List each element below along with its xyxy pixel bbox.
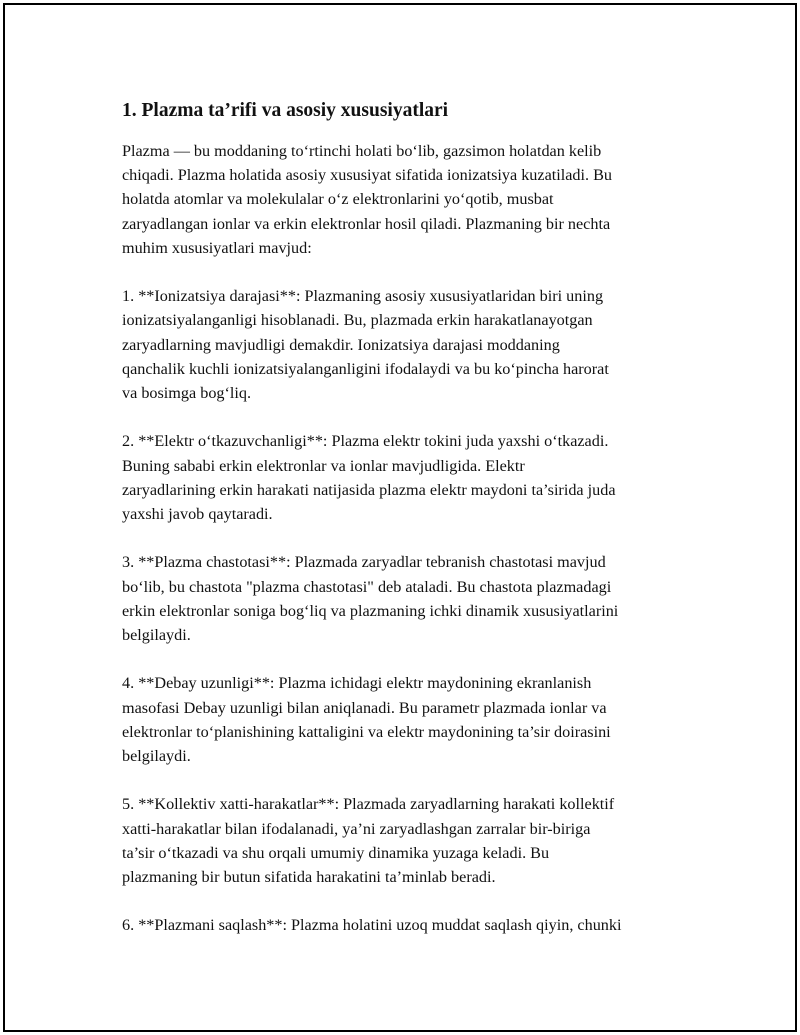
paragraph-line: ionizatsiyalanganligi hisoblanadi. Bu, plazmada erkin harakatlanayotgan [122, 311, 593, 330]
paragraph-line: 5. **Kollektiv xatti-harakatlar**: Plazmada zaryadlarning harakati kollektif [122, 795, 615, 814]
paragraph-line: 6. **Plazmani saqlash**: Plazma holatini uzoq muddat saqlash qiyin, chunki [122, 916, 622, 935]
page-frame [3, 3, 797, 1032]
paragraph-line: holatda atomlar va molekulalar o‘z elektronlarini yo‘qotib, musbat [122, 190, 554, 209]
paragraph-line: zaryadlarning mavjudligi demakdir. Ionizatsiya darajasi moddaning [122, 335, 560, 354]
paragraph-line: yaxshi javob qaytaradi. [122, 505, 273, 524]
paragraph-line: plazmaning bir butun sifatida harakatini ta’minlab beradi. [122, 868, 496, 887]
document-body [122, 97, 712, 962]
paragraph-line: 1. **Ionizatsiya darajasi**: Plazmaning asosiy xususiyatlaridan biri uning [122, 287, 604, 306]
paragraph-line: Buning sababi erkin elektronlar va ionlar mavjudligida. Elektr [122, 456, 525, 475]
list-item-debye-length [122, 671, 712, 768]
paragraph-line: masofasi Debay uzunligi bilan aniqlanadi. Bu parametr plazmada ionlar va [122, 698, 607, 717]
paragraph-line: erkin elektronlar soniga bog‘liq va plazmaning ichki dinamik xususiyatlarini [122, 601, 619, 620]
paragraph-line: 4. **Debay uzunligi**: Plazma ichidagi elektr maydonining ekranlanish [122, 674, 592, 693]
paragraph-line: elektronlar to‘planishining kattaligini va elektr maydonining ta’sir doirasini [122, 722, 611, 741]
paragraph-line: chiqadi. Plazma holatida asosiy xususiyat sifatida ionizatsiya kuzatiladi. Bu [122, 166, 613, 185]
list-item-conductivity [122, 429, 712, 526]
paragraph-line: muhim xususiyatlari mavjud: [122, 238, 312, 257]
paragraph-line: belgilaydi. [122, 747, 191, 766]
intro-paragraph [122, 139, 712, 260]
list-item-ionization [122, 284, 712, 405]
list-item-plasma-confinement [122, 913, 712, 937]
paragraph-line: belgilaydi. [122, 626, 191, 645]
paragraph-line: Plazma — bu moddaning to‘rtinchi holati bo‘lib, gazsimon holatdan kelib [122, 142, 602, 160]
list-item-collective-behavior [122, 792, 712, 889]
section-heading: 1. Plazma ta’rifi va asosiy xususiyatlari [122, 100, 449, 121]
paragraph-line: 3. **Plazma chastotasi**: Plazmada zaryadlar tebranish chastotasi mavjud [122, 553, 606, 572]
paragraph-line: qanchalik kuchli ionizatsiyalanganligini ifodalaydi va bu ko‘pincha harorat [122, 359, 609, 378]
paragraph-line: bo‘lib, bu chastota "plazma chastotasi" deb ataladi. Bu chastota plazmadagi [122, 577, 612, 596]
paragraph-line: zaryadlangan ionlar va erkin elektronlar hosil qiladi. Plazmaning bir nechta [122, 214, 611, 233]
paragraph-line: ta’sir o‘tkazadi va shu orqali umumiy dinamika yuzaga keladi. Bu [122, 843, 550, 862]
paragraph-line: 2. **Elektr o‘tkazuvchanligi**: Plazma elektr tokini juda yaxshi o‘tkazadi. [122, 432, 609, 451]
paragraph-line: va bosimga bog‘liq. [122, 384, 252, 403]
paragraph-line: xatti-harakatlar bilan ifodalanadi, ya’ni zaryadlashgan zarralar bir-biriga [122, 819, 591, 838]
paragraph-line: zaryadlarining erkin harakati natijasida plazma elektr maydoni ta’sirida juda [122, 480, 616, 499]
list-item-plasma-frequency [122, 550, 712, 647]
